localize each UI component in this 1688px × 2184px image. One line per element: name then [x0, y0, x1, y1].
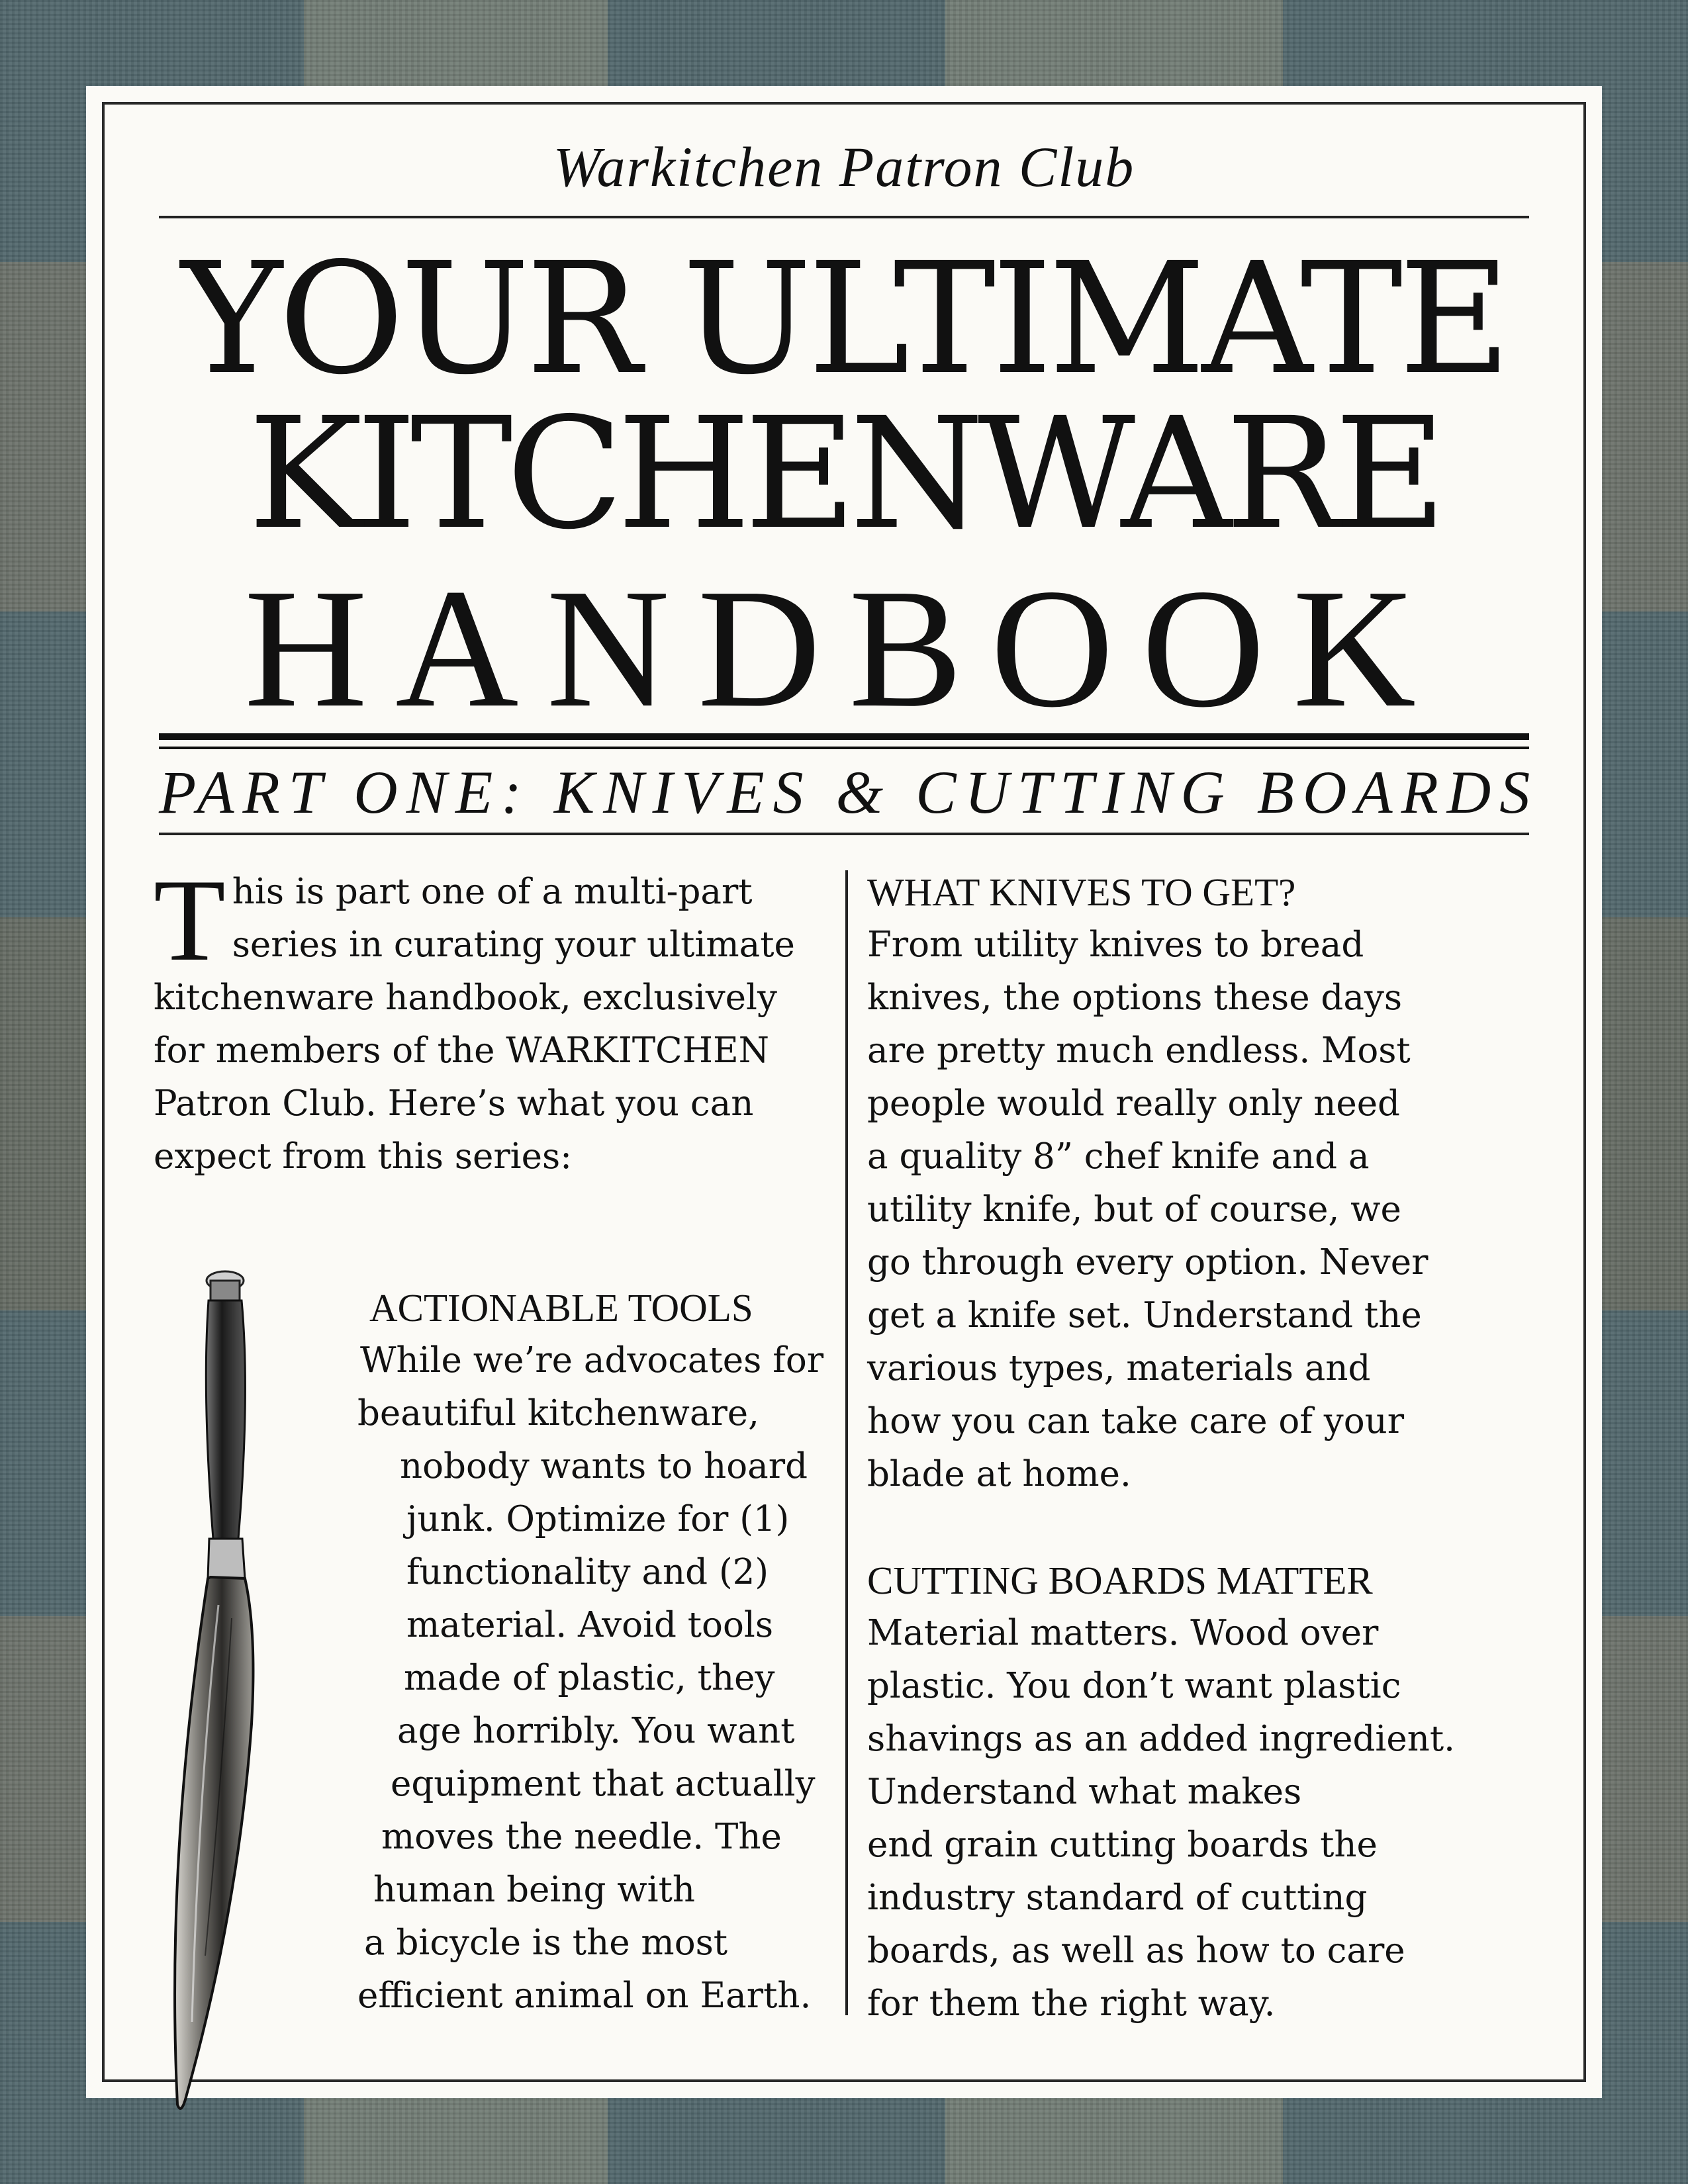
body-line: how you can take care of your [867, 1401, 1405, 1441]
drop-cap: T [154, 854, 226, 985]
body-line: boards, as well as how to care [867, 1931, 1405, 1971]
body-line: get a knife set. Understand the [867, 1295, 1422, 1336]
body-line: functionality and (2) [406, 1552, 769, 1592]
body-line: beautiful kitchenware, [357, 1393, 760, 1433]
cutting-boards-heading: CUTTING BOARDS MATTER [867, 1559, 1373, 1602]
body-line: end grain cutting boards the [867, 1825, 1378, 1865]
body-line: age horribly. You want [397, 1711, 795, 1751]
body-line: a quality 8” chef knife and a [867, 1136, 1370, 1177]
intro-paragraph [154, 854, 829, 1183]
body-line: equipment that actually [391, 1764, 816, 1804]
club-name: Warkitchen Patron Club [553, 135, 1135, 199]
body-line: While we’re advocates for [360, 1340, 824, 1381]
body-line: Understand what makes [867, 1772, 1302, 1812]
body-line: material. Avoid tools [406, 1605, 774, 1645]
title-line-1: YOUR ULTIMATE [181, 230, 1507, 408]
body-line: junk. Optimize for (1) [406, 1499, 790, 1539]
body-line: are pretty much endless. Most [867, 1030, 1411, 1071]
body-line: Material matters. Wood over [867, 1613, 1379, 1653]
divider [159, 833, 1529, 835]
title-line-3: HANDBOOK [244, 553, 1444, 743]
body-line: a bicycle is the most [364, 1923, 728, 1963]
right-column [867, 866, 1569, 2030]
body-line: shavings as an added ingredient. [867, 1719, 1455, 1759]
body-line: made of plastic, they [404, 1658, 775, 1698]
divider [159, 216, 1529, 218]
body-line: go through every option. Never [867, 1242, 1429, 1283]
body-line: for them the right way. [867, 1983, 1276, 2024]
what-knives-heading: WHAT KNIVES TO GET? [867, 870, 1296, 914]
body-line: From utility knives to bread [867, 925, 1364, 965]
intro-text: his is part one of a multi-part series in curating your ultimate kitchenware handbook, exclusively for members of the WARKITCHEN Patron Club. Here’s what you can expect from this series: [154, 872, 795, 1177]
body-line: blade at home. [867, 1454, 1131, 1494]
divider [159, 747, 1529, 749]
body-line: moves the needle. The [381, 1817, 782, 1857]
title-line-2: KITCHENWARE [248, 385, 1440, 563]
handbook-card [86, 86, 1602, 2098]
body-line: efficient animal on Earth. [357, 1976, 812, 2016]
body-line: plastic. You don’t want plastic [867, 1666, 1401, 1706]
part-heading: PART ONE: KNIVES & CUTTING BOARDS [159, 758, 1539, 826]
body-line: industry standard of cutting [867, 1878, 1368, 1918]
body-line: various types, materials and [867, 1348, 1371, 1388]
body-line: knives, the options these days [867, 978, 1403, 1018]
body-line: nobody wants to hoard [400, 1446, 808, 1486]
actionable-tools-heading: ACTIONABLE TOOLS [369, 1286, 753, 1330]
actionable-tools-section [265, 1281, 861, 2023]
body-line: utility knife, but of course, we [867, 1189, 1401, 1230]
divider [159, 733, 1529, 740]
body-line: people would really only need [867, 1083, 1400, 1124]
body-line: human being with [373, 1870, 696, 1910]
